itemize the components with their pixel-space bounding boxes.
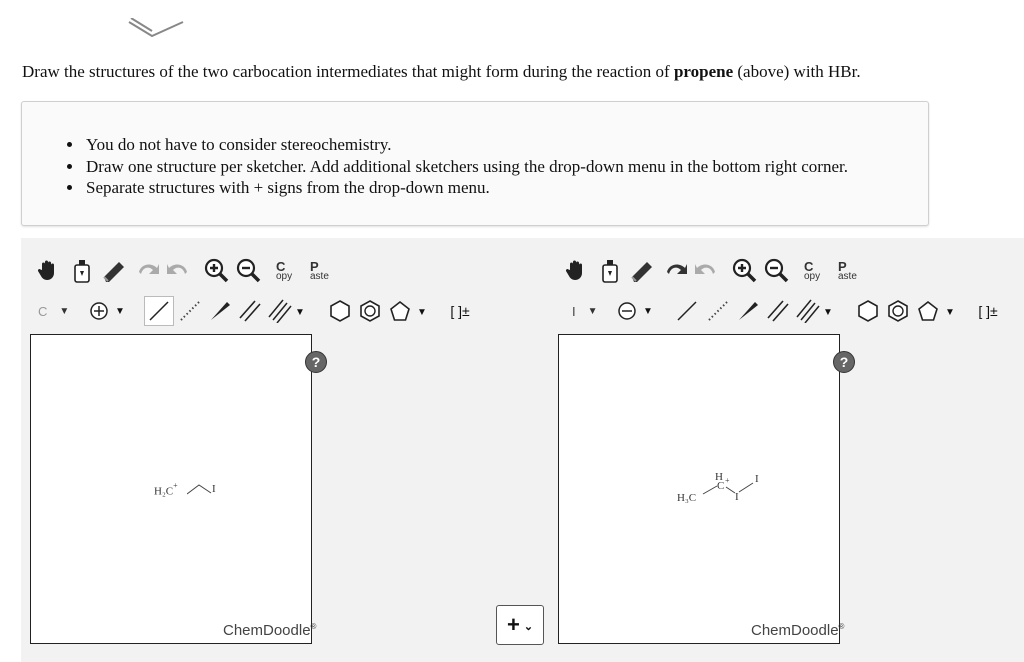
- paste-label-big: P: [838, 259, 847, 274]
- copy-button[interactable]: [276, 259, 300, 285]
- dropdown-caret-icon: ▼: [587, 305, 598, 317]
- copy-button[interactable]: [804, 259, 828, 285]
- atom-label: H: [715, 471, 723, 483]
- toolbar-row-1: [30, 252, 350, 286]
- benzene-tool[interactable]: [884, 296, 912, 326]
- toolbar-row-2: [558, 294, 1018, 328]
- eraser-icon[interactable]: [100, 256, 128, 284]
- copy-label-big: C: [276, 259, 286, 274]
- paste-label-small: aste: [838, 271, 857, 282]
- copy-label-big: C: [804, 259, 814, 274]
- question-text: [22, 62, 861, 82]
- bracket-label: [ ]±: [450, 303, 470, 319]
- redo-icon[interactable]: [692, 256, 720, 284]
- paste-label-small: aste: [310, 271, 329, 282]
- hints-box: [21, 101, 929, 226]
- plus-charge-icon: [89, 301, 109, 321]
- help-label: ?: [311, 354, 321, 370]
- toolbar-row-1: [558, 252, 878, 286]
- element-select[interactable]: [32, 298, 72, 324]
- zoom-in-icon[interactable]: [730, 256, 758, 284]
- toolbar-row-2: [30, 294, 490, 328]
- zoom-out-icon[interactable]: [234, 256, 262, 284]
- help-button[interactable]: [305, 351, 327, 373]
- minus-charge-icon: [617, 301, 637, 321]
- triple-bond-tool[interactable]: [266, 296, 294, 326]
- plus-charge-select[interactable]: [84, 298, 130, 324]
- paste-button[interactable]: [310, 259, 338, 285]
- cyclopentane-tool[interactable]: [386, 296, 414, 326]
- charge-label: +: [173, 481, 178, 490]
- dropdown-caret-icon[interactable]: ▼: [417, 306, 427, 318]
- bracket-label: [ ]±: [978, 303, 998, 319]
- hand-icon[interactable]: [34, 256, 62, 284]
- atom-label: I: [755, 473, 759, 485]
- brand-label: ChemDoodle: [751, 622, 839, 639]
- bracket-charge-tool[interactable]: [442, 296, 478, 326]
- atom-label: H₃C: [677, 492, 697, 504]
- dropdown-caret-icon[interactable]: ▼: [945, 306, 955, 318]
- dropdown-caret-icon[interactable]: ▼: [295, 306, 305, 318]
- cyclopentane-tool[interactable]: [914, 296, 942, 326]
- question-part: Draw the structures of the two carbocation intermediates that might form during the reaction of: [22, 62, 674, 81]
- clear-bottle-icon[interactable]: [68, 256, 96, 284]
- chemdoodle-brand: [223, 622, 316, 639]
- atom-label: I: [212, 483, 216, 495]
- minus-charge-select[interactable]: [612, 298, 658, 324]
- undo-icon[interactable]: [134, 256, 162, 284]
- double-bond-tool[interactable]: [764, 296, 792, 326]
- hint-item: • Draw one structure per sketcher. Add additional sketchers using the drop-down menu in the bottom right corner.: [84, 156, 848, 178]
- undo-icon[interactable]: [662, 256, 690, 284]
- dropdown-caret-icon: ▼: [59, 305, 70, 317]
- wedge-bond-tool[interactable]: [734, 296, 762, 326]
- dropdown-caret-icon: ▼: [643, 305, 653, 317]
- chevron-down-icon: ⌄: [523, 620, 534, 633]
- paste-button[interactable]: [838, 259, 866, 285]
- element-select[interactable]: [560, 298, 600, 324]
- help-label: ?: [839, 354, 849, 370]
- brand-mark: ®: [310, 622, 317, 631]
- element-value: C: [38, 303, 48, 319]
- wedge-bond-tool[interactable]: [206, 296, 234, 326]
- single-bond-tool[interactable]: [144, 296, 174, 326]
- copy-label-small: opy: [804, 271, 821, 282]
- chemdoodle-brand: [751, 622, 844, 639]
- zoom-out-icon[interactable]: [762, 256, 790, 284]
- question-bold: propene: [673, 62, 734, 81]
- sketcher-canvas[interactable]: [30, 334, 321, 644]
- atom-label: C: [717, 480, 725, 492]
- clear-bottle-icon[interactable]: [596, 256, 624, 284]
- atom-label: H₂C: [154, 485, 174, 498]
- propene-structure: [128, 18, 188, 44]
- element-value: I: [572, 303, 576, 319]
- double-bond-tool[interactable]: [236, 296, 264, 326]
- atom-label: I: [735, 491, 739, 503]
- charge-label: +: [725, 476, 730, 485]
- cyclohexane-tool[interactable]: [854, 296, 882, 326]
- cyclohexane-tool[interactable]: [326, 296, 354, 326]
- sketcher-canvas[interactable]: [558, 334, 849, 644]
- dashed-bond-tool[interactable]: [176, 296, 204, 326]
- hint-item: • Separate structures with + signs from the drop-down menu.: [84, 177, 848, 199]
- copy-label-small: opy: [276, 271, 293, 282]
- question-part-end: (above) with HBr.: [733, 62, 861, 81]
- zoom-in-icon[interactable]: [202, 256, 230, 284]
- molecule-structure: [154, 481, 216, 498]
- molecule-structure: [677, 471, 787, 511]
- hand-icon[interactable]: [562, 256, 590, 284]
- paste-label-big: P: [310, 259, 319, 274]
- add-sketcher-label: +: [506, 612, 520, 637]
- bracket-charge-tool[interactable]: [970, 296, 1006, 326]
- add-sketcher-button[interactable]: [496, 605, 544, 645]
- benzene-tool[interactable]: [356, 296, 384, 326]
- redo-icon[interactable]: [164, 256, 192, 284]
- single-bond-tool[interactable]: [672, 296, 702, 326]
- dropdown-caret-icon: ▼: [115, 305, 125, 317]
- brand-mark: ®: [838, 622, 845, 631]
- brand-label: ChemDoodle: [223, 622, 311, 639]
- eraser-icon[interactable]: [628, 256, 656, 284]
- dashed-bond-tool[interactable]: [704, 296, 732, 326]
- help-button[interactable]: [833, 351, 855, 373]
- hint-item: • You do not have to consider stereochemistry.: [84, 134, 848, 156]
- dropdown-caret-icon[interactable]: ▼: [823, 306, 833, 318]
- triple-bond-tool[interactable]: [794, 296, 822, 326]
